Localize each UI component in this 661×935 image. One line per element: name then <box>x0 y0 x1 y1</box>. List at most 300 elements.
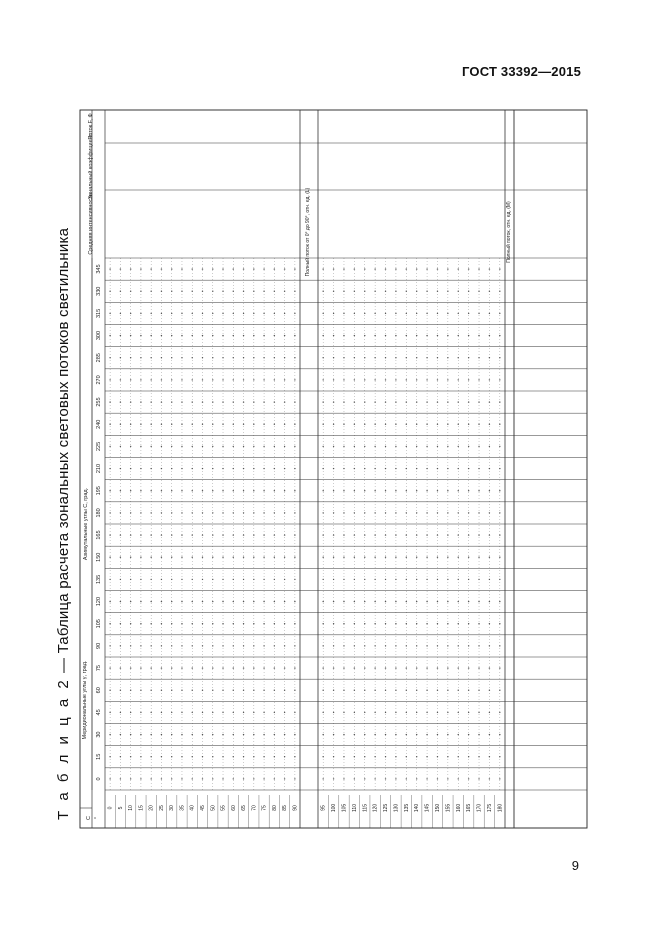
value-mark <box>294 601 295 602</box>
value-mark <box>478 490 479 491</box>
value-mark <box>150 623 151 624</box>
value-mark <box>437 579 438 580</box>
value-mark <box>150 690 151 691</box>
value-mark <box>161 379 162 380</box>
value-mark <box>212 734 213 735</box>
value-mark <box>222 446 223 447</box>
value-mark <box>406 490 407 491</box>
value-mark <box>202 534 203 535</box>
value-mark <box>426 601 427 602</box>
value-mark <box>253 468 254 469</box>
value-mark <box>274 490 275 491</box>
value-mark <box>354 734 355 735</box>
value-mark <box>416 357 417 358</box>
value-mark <box>233 490 234 491</box>
value-mark <box>222 468 223 469</box>
value-mark <box>406 335 407 336</box>
value-mark <box>458 401 459 402</box>
value-mark <box>478 645 479 646</box>
value-mark <box>364 401 365 402</box>
value-mark <box>468 579 469 580</box>
value-mark <box>120 534 121 535</box>
value-mark <box>150 756 151 757</box>
value-mark <box>222 534 223 535</box>
value-mark <box>253 291 254 292</box>
value-mark <box>171 468 172 469</box>
gamma-label-upper: 45 <box>200 805 206 811</box>
value-mark <box>354 335 355 336</box>
value-mark <box>385 690 386 691</box>
value-mark <box>333 446 334 447</box>
value-mark <box>150 268 151 269</box>
value-mark <box>161 335 162 336</box>
gamma-label-lower: 150 <box>434 803 441 813</box>
value-mark <box>120 379 121 380</box>
value-mark <box>109 579 110 580</box>
value-mark <box>233 446 234 447</box>
value-mark <box>385 667 386 668</box>
value-mark <box>161 645 162 646</box>
value-mark <box>395 268 396 269</box>
value-mark <box>447 490 448 491</box>
value-mark <box>212 357 213 358</box>
value-mark <box>385 268 386 269</box>
value-mark <box>395 468 396 469</box>
value-mark <box>437 690 438 691</box>
value-mark <box>274 446 275 447</box>
value-mark <box>181 379 182 380</box>
value-mark <box>458 579 459 580</box>
value-mark <box>385 401 386 402</box>
value-mark <box>499 357 500 358</box>
value-mark <box>140 379 141 380</box>
value-mark <box>202 623 203 624</box>
value-mark <box>171 268 172 269</box>
value-mark <box>322 291 323 292</box>
value-mark <box>161 424 162 425</box>
value-mark <box>202 579 203 580</box>
gamma-label-lower: 175 <box>486 803 493 813</box>
value-mark <box>416 335 417 336</box>
corner-degree: ° <box>94 816 100 820</box>
value-mark <box>140 534 141 535</box>
value-mark <box>140 734 141 735</box>
value-mark <box>416 490 417 491</box>
value-mark <box>364 512 365 513</box>
value-mark <box>322 534 323 535</box>
value-mark <box>426 424 427 425</box>
value-mark <box>253 490 254 491</box>
value-mark <box>458 557 459 558</box>
value-mark <box>385 357 386 358</box>
value-mark <box>284 756 285 757</box>
gamma-label-upper: 85 <box>282 805 289 811</box>
value-mark <box>202 357 203 358</box>
value-mark <box>192 712 193 713</box>
value-mark <box>222 734 223 735</box>
value-mark <box>395 601 396 602</box>
value-mark <box>333 291 334 292</box>
value-mark <box>243 446 244 447</box>
value-mark <box>468 712 469 713</box>
value-mark <box>395 756 396 757</box>
value-mark <box>109 313 110 314</box>
value-mark <box>426 756 427 757</box>
value-mark <box>426 313 427 314</box>
value-mark <box>458 468 459 469</box>
zonal-coef-header: Зональный коэффициент <box>88 133 94 200</box>
value-mark <box>140 512 141 513</box>
value-mark <box>343 712 344 713</box>
value-mark <box>364 623 365 624</box>
azimuth-angle-label: 105 <box>96 619 102 629</box>
value-mark <box>222 313 223 314</box>
value-mark <box>192 446 193 447</box>
value-mark <box>253 357 254 358</box>
value-mark <box>202 335 203 336</box>
value-mark <box>150 778 151 779</box>
azimuth-angle-label: 195 <box>96 486 102 496</box>
value-mark <box>161 690 162 691</box>
value-mark <box>333 601 334 602</box>
value-mark <box>161 778 162 779</box>
value-mark <box>395 357 396 358</box>
value-mark <box>416 623 417 624</box>
value-mark <box>343 557 344 558</box>
value-mark <box>333 756 334 757</box>
value-mark <box>468 756 469 757</box>
value-mark <box>354 690 355 691</box>
value-mark <box>161 623 162 624</box>
value-mark <box>395 379 396 380</box>
value-mark <box>406 424 407 425</box>
value-mark <box>354 446 355 447</box>
value-mark <box>202 401 203 402</box>
value-mark <box>233 335 234 336</box>
value-mark <box>333 667 334 668</box>
value-mark <box>437 601 438 602</box>
value-mark <box>458 424 459 425</box>
value-mark <box>253 424 254 425</box>
value-mark <box>284 667 285 668</box>
value-mark <box>181 690 182 691</box>
value-mark <box>343 401 344 402</box>
value-mark <box>253 534 254 535</box>
value-mark <box>222 601 223 602</box>
value-mark <box>478 756 479 757</box>
value-mark <box>243 268 244 269</box>
value-mark <box>130 357 131 358</box>
value-mark <box>120 690 121 691</box>
value-mark <box>354 623 355 624</box>
value-mark <box>374 401 375 402</box>
value-mark <box>374 623 375 624</box>
value-mark <box>109 645 110 646</box>
value-mark <box>343 645 344 646</box>
value-mark <box>243 734 244 735</box>
value-mark <box>478 623 479 624</box>
value-mark <box>253 756 254 757</box>
value-mark <box>130 379 131 380</box>
value-mark <box>181 291 182 292</box>
value-mark <box>284 579 285 580</box>
value-mark <box>437 756 438 757</box>
azimuth-angle-label: 0 <box>96 777 102 781</box>
value-mark <box>109 534 110 535</box>
value-mark <box>364 379 365 380</box>
value-mark <box>284 446 285 447</box>
value-mark <box>181 778 182 779</box>
value-mark <box>130 335 131 336</box>
value-mark <box>109 512 110 513</box>
value-mark <box>385 645 386 646</box>
value-mark <box>416 313 417 314</box>
value-mark <box>243 401 244 402</box>
value-mark <box>233 557 234 558</box>
value-mark <box>150 335 151 336</box>
value-mark <box>416 667 417 668</box>
value-mark <box>140 645 141 646</box>
value-mark <box>263 623 264 624</box>
value-mark <box>192 734 193 735</box>
value-mark <box>333 645 334 646</box>
value-mark <box>426 667 427 668</box>
value-mark <box>284 690 285 691</box>
value-mark <box>374 490 375 491</box>
value-mark <box>364 446 365 447</box>
value-mark <box>181 268 182 269</box>
value-mark <box>284 335 285 336</box>
value-mark <box>171 601 172 602</box>
value-mark <box>192 690 193 691</box>
value-mark <box>233 667 234 668</box>
value-mark <box>263 778 264 779</box>
value-mark <box>294 623 295 624</box>
value-mark <box>489 490 490 491</box>
value-mark <box>437 490 438 491</box>
value-mark <box>468 601 469 602</box>
value-mark <box>322 623 323 624</box>
value-mark <box>150 379 151 380</box>
value-mark <box>212 446 213 447</box>
value-mark <box>233 379 234 380</box>
value-mark <box>120 778 121 779</box>
value-mark <box>437 357 438 358</box>
value-mark <box>468 667 469 668</box>
value-mark <box>253 601 254 602</box>
value-mark <box>192 357 193 358</box>
value-mark <box>192 268 193 269</box>
value-mark <box>263 645 264 646</box>
value-mark <box>364 645 365 646</box>
value-mark <box>468 446 469 447</box>
value-mark <box>447 313 448 314</box>
value-mark <box>406 313 407 314</box>
value-mark <box>192 778 193 779</box>
value-mark <box>426 268 427 269</box>
value-mark <box>478 778 479 779</box>
value-mark <box>499 601 500 602</box>
azimuth-header: Азимутальные углы C, град. <box>83 487 89 561</box>
value-mark <box>181 712 182 713</box>
value-mark <box>192 401 193 402</box>
value-mark <box>437 534 438 535</box>
value-mark <box>109 424 110 425</box>
value-mark <box>140 557 141 558</box>
value-mark <box>243 313 244 314</box>
corner-label: C <box>86 816 92 820</box>
value-mark <box>426 557 427 558</box>
value-mark <box>130 557 131 558</box>
value-mark <box>109 734 110 735</box>
value-mark <box>294 534 295 535</box>
value-mark <box>294 712 295 713</box>
value-mark <box>478 601 479 602</box>
value-mark <box>374 579 375 580</box>
value-mark <box>478 557 479 558</box>
value-mark <box>406 756 407 757</box>
value-mark <box>354 601 355 602</box>
value-mark <box>343 379 344 380</box>
value-mark <box>233 579 234 580</box>
value-mark <box>243 291 244 292</box>
value-mark <box>426 291 427 292</box>
value-mark <box>426 712 427 713</box>
value-mark <box>499 401 500 402</box>
value-mark <box>354 645 355 646</box>
value-mark <box>181 557 182 558</box>
value-mark <box>109 623 110 624</box>
value-mark <box>395 512 396 513</box>
value-mark <box>212 512 213 513</box>
value-mark <box>437 623 438 624</box>
value-mark <box>243 579 244 580</box>
value-mark <box>140 778 141 779</box>
value-mark <box>458 313 459 314</box>
value-mark <box>109 379 110 380</box>
value-mark <box>222 690 223 691</box>
value-mark <box>243 778 244 779</box>
value-mark <box>263 357 264 358</box>
value-mark <box>284 557 285 558</box>
value-mark <box>322 734 323 735</box>
value-mark <box>322 357 323 358</box>
value-mark <box>294 579 295 580</box>
value-mark <box>243 756 244 757</box>
value-mark <box>222 623 223 624</box>
value-mark <box>406 446 407 447</box>
value-mark <box>202 313 203 314</box>
meridional-label: Меридиональные углы γ, град. <box>82 660 88 740</box>
gamma-label-lower: 125 <box>383 803 390 813</box>
value-mark <box>120 579 121 580</box>
value-mark <box>150 424 151 425</box>
value-mark <box>395 734 396 735</box>
value-mark <box>109 667 110 668</box>
value-mark <box>294 446 295 447</box>
value-mark <box>478 268 479 269</box>
value-mark <box>354 468 355 469</box>
value-mark <box>243 357 244 358</box>
value-mark <box>253 712 254 713</box>
value-mark <box>171 424 172 425</box>
value-mark <box>385 490 386 491</box>
value-mark <box>426 446 427 447</box>
value-mark <box>284 490 285 491</box>
value-mark <box>406 557 407 558</box>
value-mark <box>202 601 203 602</box>
value-mark <box>284 601 285 602</box>
gamma-label-upper: 60 <box>230 805 237 811</box>
value-mark <box>416 446 417 447</box>
value-mark <box>499 379 500 380</box>
value-mark <box>374 468 375 469</box>
value-mark <box>263 490 264 491</box>
value-mark <box>447 401 448 402</box>
value-mark <box>202 379 203 380</box>
value-mark <box>161 446 162 447</box>
value-mark <box>202 690 203 691</box>
value-mark <box>447 623 448 624</box>
value-mark <box>150 734 151 735</box>
value-mark <box>406 645 407 646</box>
value-mark <box>395 645 396 646</box>
document-number: ГОСТ 33392—2015 <box>462 64 581 79</box>
value-mark <box>130 734 131 735</box>
value-mark <box>171 756 172 757</box>
value-mark <box>374 291 375 292</box>
value-mark <box>333 401 334 402</box>
value-mark <box>426 512 427 513</box>
value-mark <box>478 379 479 380</box>
value-mark <box>130 291 131 292</box>
value-mark <box>130 579 131 580</box>
value-mark <box>333 778 334 779</box>
value-mark <box>426 401 427 402</box>
value-mark <box>274 734 275 735</box>
value-mark <box>374 512 375 513</box>
value-mark <box>489 291 490 292</box>
value-mark <box>437 712 438 713</box>
gamma-label-upper: 10 <box>128 805 135 811</box>
value-mark <box>120 490 121 491</box>
value-mark <box>212 468 213 469</box>
gamma-label-upper: 55 <box>220 805 227 811</box>
gamma-label-lower: 130 <box>393 803 400 813</box>
value-mark <box>395 424 396 425</box>
azimuth-angle-label: 45 <box>96 709 102 716</box>
value-mark <box>447 601 448 602</box>
value-mark <box>192 291 193 292</box>
value-mark <box>109 756 110 757</box>
value-mark <box>499 579 500 580</box>
value-mark <box>202 778 203 779</box>
value-mark <box>274 357 275 358</box>
value-mark <box>130 313 131 314</box>
value-mark <box>161 601 162 602</box>
value-mark <box>263 690 264 691</box>
value-mark <box>202 512 203 513</box>
value-mark <box>489 468 490 469</box>
gamma-label-upper: 5 <box>117 806 124 810</box>
value-mark <box>263 424 264 425</box>
value-mark <box>130 623 131 624</box>
value-mark <box>385 734 386 735</box>
value-mark <box>243 645 244 646</box>
value-mark <box>416 291 417 292</box>
value-mark <box>354 512 355 513</box>
value-mark <box>263 601 264 602</box>
